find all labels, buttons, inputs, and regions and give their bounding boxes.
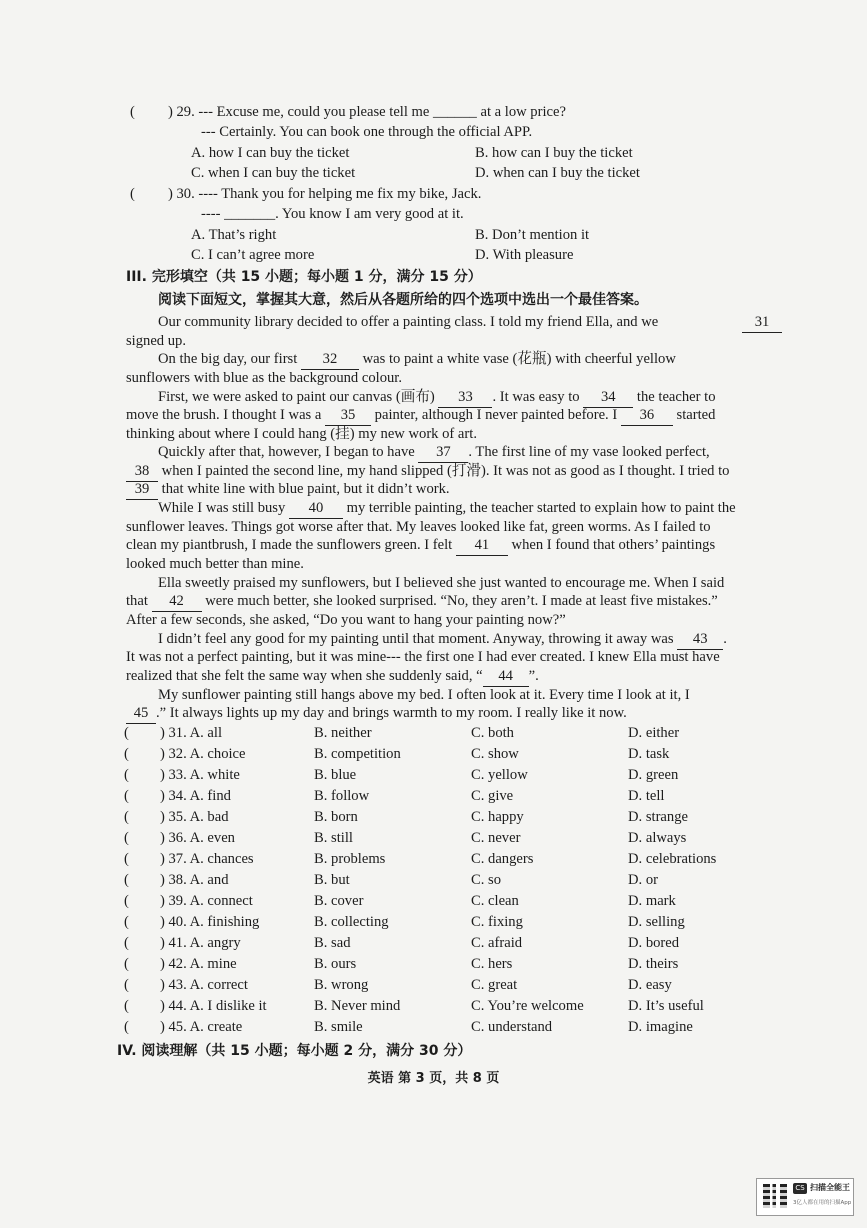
option-b: B. sad: [314, 935, 351, 951]
blank-43: 43: [677, 630, 723, 650]
answer-paren: (: [124, 893, 129, 909]
option-a: ) 40. A. finishing: [160, 914, 260, 930]
cloze-option-row: [0, 914, 867, 935]
option-c: C. so: [471, 872, 502, 888]
option-a: ) 34. A. find: [160, 788, 231, 804]
passage-line: realized that she felt the same way when she suddenly said, “ 44 ”.: [126, 667, 539, 687]
cloze-option-row: [0, 767, 867, 788]
option-c: C. hers: [471, 956, 513, 972]
cloze-option-row: [0, 725, 867, 746]
option-a: ) 35. A. bad: [160, 809, 229, 825]
blank-36: 36: [621, 406, 673, 426]
option-d: D. either: [628, 725, 680, 741]
q29-line2: --- Certainly. You can book one through the official APP.: [201, 124, 533, 140]
answer-paren: (: [124, 725, 129, 741]
q29-option-a: A. how I can buy the ticket: [191, 145, 350, 161]
blank-40: 40: [289, 499, 343, 519]
cloze-option-row: [0, 809, 867, 830]
passage-line: Ella sweetly praised my sunflowers, but I believed she just wanted to encourage me. When I said: [158, 575, 725, 591]
option-c: C. dangers: [471, 851, 534, 867]
option-b: B. cover: [314, 893, 364, 909]
blank-33: 33: [438, 388, 492, 408]
passage-line: 38 when I painted the second line, my hand slipped (打滑). It was not as good as I thought. I tried to: [126, 462, 729, 482]
option-a: ) 45. A. create: [160, 1019, 243, 1035]
answer-paren: (: [130, 104, 135, 120]
option-d: D. theirs: [628, 956, 679, 972]
scanner-tagline: 3亿人都在用的扫描App: [793, 1200, 852, 1206]
cloze-option-row: [0, 746, 867, 767]
option-a: ) 37. A. chances: [160, 851, 254, 867]
option-b: B. neither: [314, 725, 372, 741]
passage-line: sunflower leaves. Things got worse after that. My leaves looked like fat, green worms. As I failed to: [126, 519, 711, 535]
option-c: C. clean: [471, 893, 519, 909]
option-c: C. great: [471, 977, 518, 993]
option-d: D. mark: [628, 893, 676, 909]
option-c: C. understand: [471, 1019, 553, 1035]
scanner-watermark: [756, 1178, 854, 1216]
answer-paren: (: [124, 1019, 129, 1035]
option-b: B. born: [314, 809, 358, 825]
passage-line: looked much better than mine.: [126, 556, 304, 572]
option-a: ) 32. A. choice: [160, 746, 246, 762]
passage-line: My sunflower painting still hangs above my bed. I often look at it. Every time I look at it, I: [158, 687, 690, 703]
blank-32: 32: [301, 350, 359, 370]
option-c: C. afraid: [471, 935, 523, 951]
passage-line: On the big day, our first 32 was to paint a white vase (花瓶) with cheerful yellow: [158, 350, 676, 370]
option-b: B. but: [314, 872, 350, 888]
option-b: B. blue: [314, 767, 357, 783]
option-a: ) 44. A. I dislike it: [160, 998, 267, 1014]
passage-line: that 42 were much better, she looked surprised. “No, they aren’t. I made at least five mistakes.”: [126, 592, 718, 612]
option-c: C. happy: [471, 809, 524, 825]
q30-option-b: B. Don’t mention it: [475, 227, 590, 243]
passage-line: After a few seconds, she asked, “Do you want to hang your painting now?”: [126, 612, 566, 628]
answer-paren: (: [124, 998, 129, 1014]
blank-31: 31: [742, 313, 782, 333]
option-b: B. wrong: [314, 977, 369, 993]
option-d: D. green: [628, 767, 679, 783]
q29-option-d: D. when can I buy the ticket: [475, 165, 640, 181]
passage-line: signed up.: [126, 333, 186, 349]
option-b: B. still: [314, 830, 353, 846]
blank-35: 35: [325, 406, 371, 426]
option-b: B. Never mind: [314, 998, 401, 1014]
option-c: C. yellow: [471, 767, 528, 783]
option-a: ) 31. A. all: [160, 725, 223, 741]
cloze-option-row: [0, 788, 867, 809]
section-4-title: IV. 阅读理解（共 15 小题；每小题 2 分，满分 30 分）: [117, 1043, 472, 1059]
answer-paren: (: [124, 872, 129, 888]
option-d: D. strange: [628, 809, 688, 825]
cloze-option-row: [0, 893, 867, 914]
option-c: C. give: [471, 788, 514, 804]
q30-option-c: C. I can’t agree more: [191, 247, 315, 263]
option-d: D. It’s useful: [628, 998, 704, 1014]
blank-45: 45: [126, 704, 156, 724]
q30-option-d: D. With pleasure: [475, 247, 574, 263]
option-a: ) 33. A. white: [160, 767, 240, 783]
blank-41: 41: [456, 536, 508, 556]
passage-line: First, we were asked to paint our canvas (画布) 33 . It was easy to 34 the teacher to: [158, 388, 716, 408]
option-a: ) 41. A. angry: [160, 935, 241, 951]
blank-44: 44: [483, 667, 529, 687]
option-c: C. both: [471, 725, 514, 741]
cloze-option-row: [0, 851, 867, 872]
passage-line: sunflowers with blue as the background colour.: [126, 370, 403, 386]
option-b: B. ours: [314, 956, 357, 972]
option-b: B. follow: [314, 788, 370, 804]
passage-line: move the brush. I thought I was a 35 painter, although I never painted before. I 36 started: [126, 406, 715, 426]
passage-line: While I was still busy 40 my terrible painting, the teacher started to explain how to paint the: [158, 499, 736, 519]
option-c: C. never: [471, 830, 521, 846]
cs-logo-icon: CS: [793, 1183, 807, 1194]
option-d: D. imagine: [628, 1019, 693, 1035]
q29-option-c: C. when I can buy the ticket: [191, 165, 356, 181]
option-d: D. easy: [628, 977, 672, 993]
option-d: D. always: [628, 830, 687, 846]
section-3-title: III. 完形填空（共 15 小题；每小题 1 分，满分 15 分）: [126, 269, 482, 285]
option-b: B. competition: [314, 746, 401, 762]
option-c: C. show: [471, 746, 519, 762]
q30-line1: ) 30. ---- Thank you for helping me fix my bike, Jack.: [168, 186, 482, 202]
answer-paren: (: [124, 914, 129, 930]
option-a: ) 42. A. mine: [160, 956, 237, 972]
blank-39: 39: [126, 480, 158, 500]
q29-option-b: B. how can I buy the ticket: [475, 145, 633, 161]
option-c: C. You’re welcome: [471, 998, 584, 1014]
passage-line: thinking about where I could hang (挂) my new work of art.: [126, 426, 477, 442]
answer-paren: (: [130, 186, 135, 202]
passage-line: 39 that white line with blue paint, but it didn’t work.: [126, 480, 450, 500]
cloze-option-row: [0, 998, 867, 1019]
answer-paren: (: [124, 851, 129, 867]
option-d: D. tell: [628, 788, 665, 804]
answer-paren: (: [124, 956, 129, 972]
answer-paren: (: [124, 767, 129, 783]
option-a: ) 36. A. even: [160, 830, 235, 846]
option-d: D. selling: [628, 914, 685, 930]
passage-line: 45 .” It always lights up my day and brings warmth to my room. I really like it now.: [126, 704, 627, 724]
blank-37: 37: [418, 443, 468, 463]
q29-line1: ) 29. --- Excuse me, could you please tell me ______ at a low price?: [168, 104, 566, 120]
option-c: C. fixing: [471, 914, 523, 930]
answer-paren: (: [124, 830, 129, 846]
cloze-option-row: [0, 956, 867, 977]
option-b: B. smile: [314, 1019, 363, 1035]
cloze-option-row: [0, 1019, 867, 1040]
cloze-option-row: [0, 830, 867, 851]
blank-38: 38: [126, 462, 158, 482]
passage-line: It was not a perfect painting, but it was mine--- the first one I had ever created. I knew Ella must have: [126, 649, 720, 665]
option-b: B. problems: [314, 851, 386, 867]
passage-line: Our community library decided to offer a painting class. I told my friend Ella, and we 31: [158, 313, 782, 333]
cloze-option-row: [0, 935, 867, 956]
answer-paren: (: [124, 788, 129, 804]
blank-42: 42: [152, 592, 202, 612]
scanner-name: 扫描全能王: [810, 1183, 850, 1192]
option-d: D. task: [628, 746, 670, 762]
option-a: ) 43. A. correct: [160, 977, 248, 993]
option-a: ) 38. A. and: [160, 872, 229, 888]
page-footer: 英语 第 3 页，共 8 页: [367, 1071, 500, 1086]
answer-paren: (: [124, 935, 129, 951]
passage-line: clean my piantbrush, I made the sunflowers green. I felt 41 when I found that others’ paintings: [126, 536, 715, 556]
option-b: B. collecting: [314, 914, 389, 930]
q30-line2: ---- _______. You know I am very good at it.: [201, 206, 464, 222]
option-d: D. or: [628, 872, 658, 888]
q30-option-a: A. That’s right: [191, 227, 277, 243]
option-d: D. bored: [628, 935, 680, 951]
blank-34: 34: [583, 388, 633, 408]
answer-paren: (: [124, 809, 129, 825]
section-3-instruction: 阅读下面短文，掌握其大意，然后从各题所给的四个选项中选出一个最佳答案。: [158, 292, 648, 308]
option-d: D. celebrations: [628, 851, 717, 867]
option-a: ) 39. A. connect: [160, 893, 253, 909]
answer-paren: (: [124, 746, 129, 762]
answer-paren: (: [124, 977, 129, 993]
cloze-option-row: [0, 872, 867, 893]
passage-line: I didn’t feel any good for my painting until that moment. Anyway, throwing it away was 43 .: [158, 630, 727, 650]
cloze-option-row: [0, 977, 867, 998]
passage-line: Quickly after that, however, I began to have 37 . The first line of my vase looked perfect,: [158, 443, 710, 463]
